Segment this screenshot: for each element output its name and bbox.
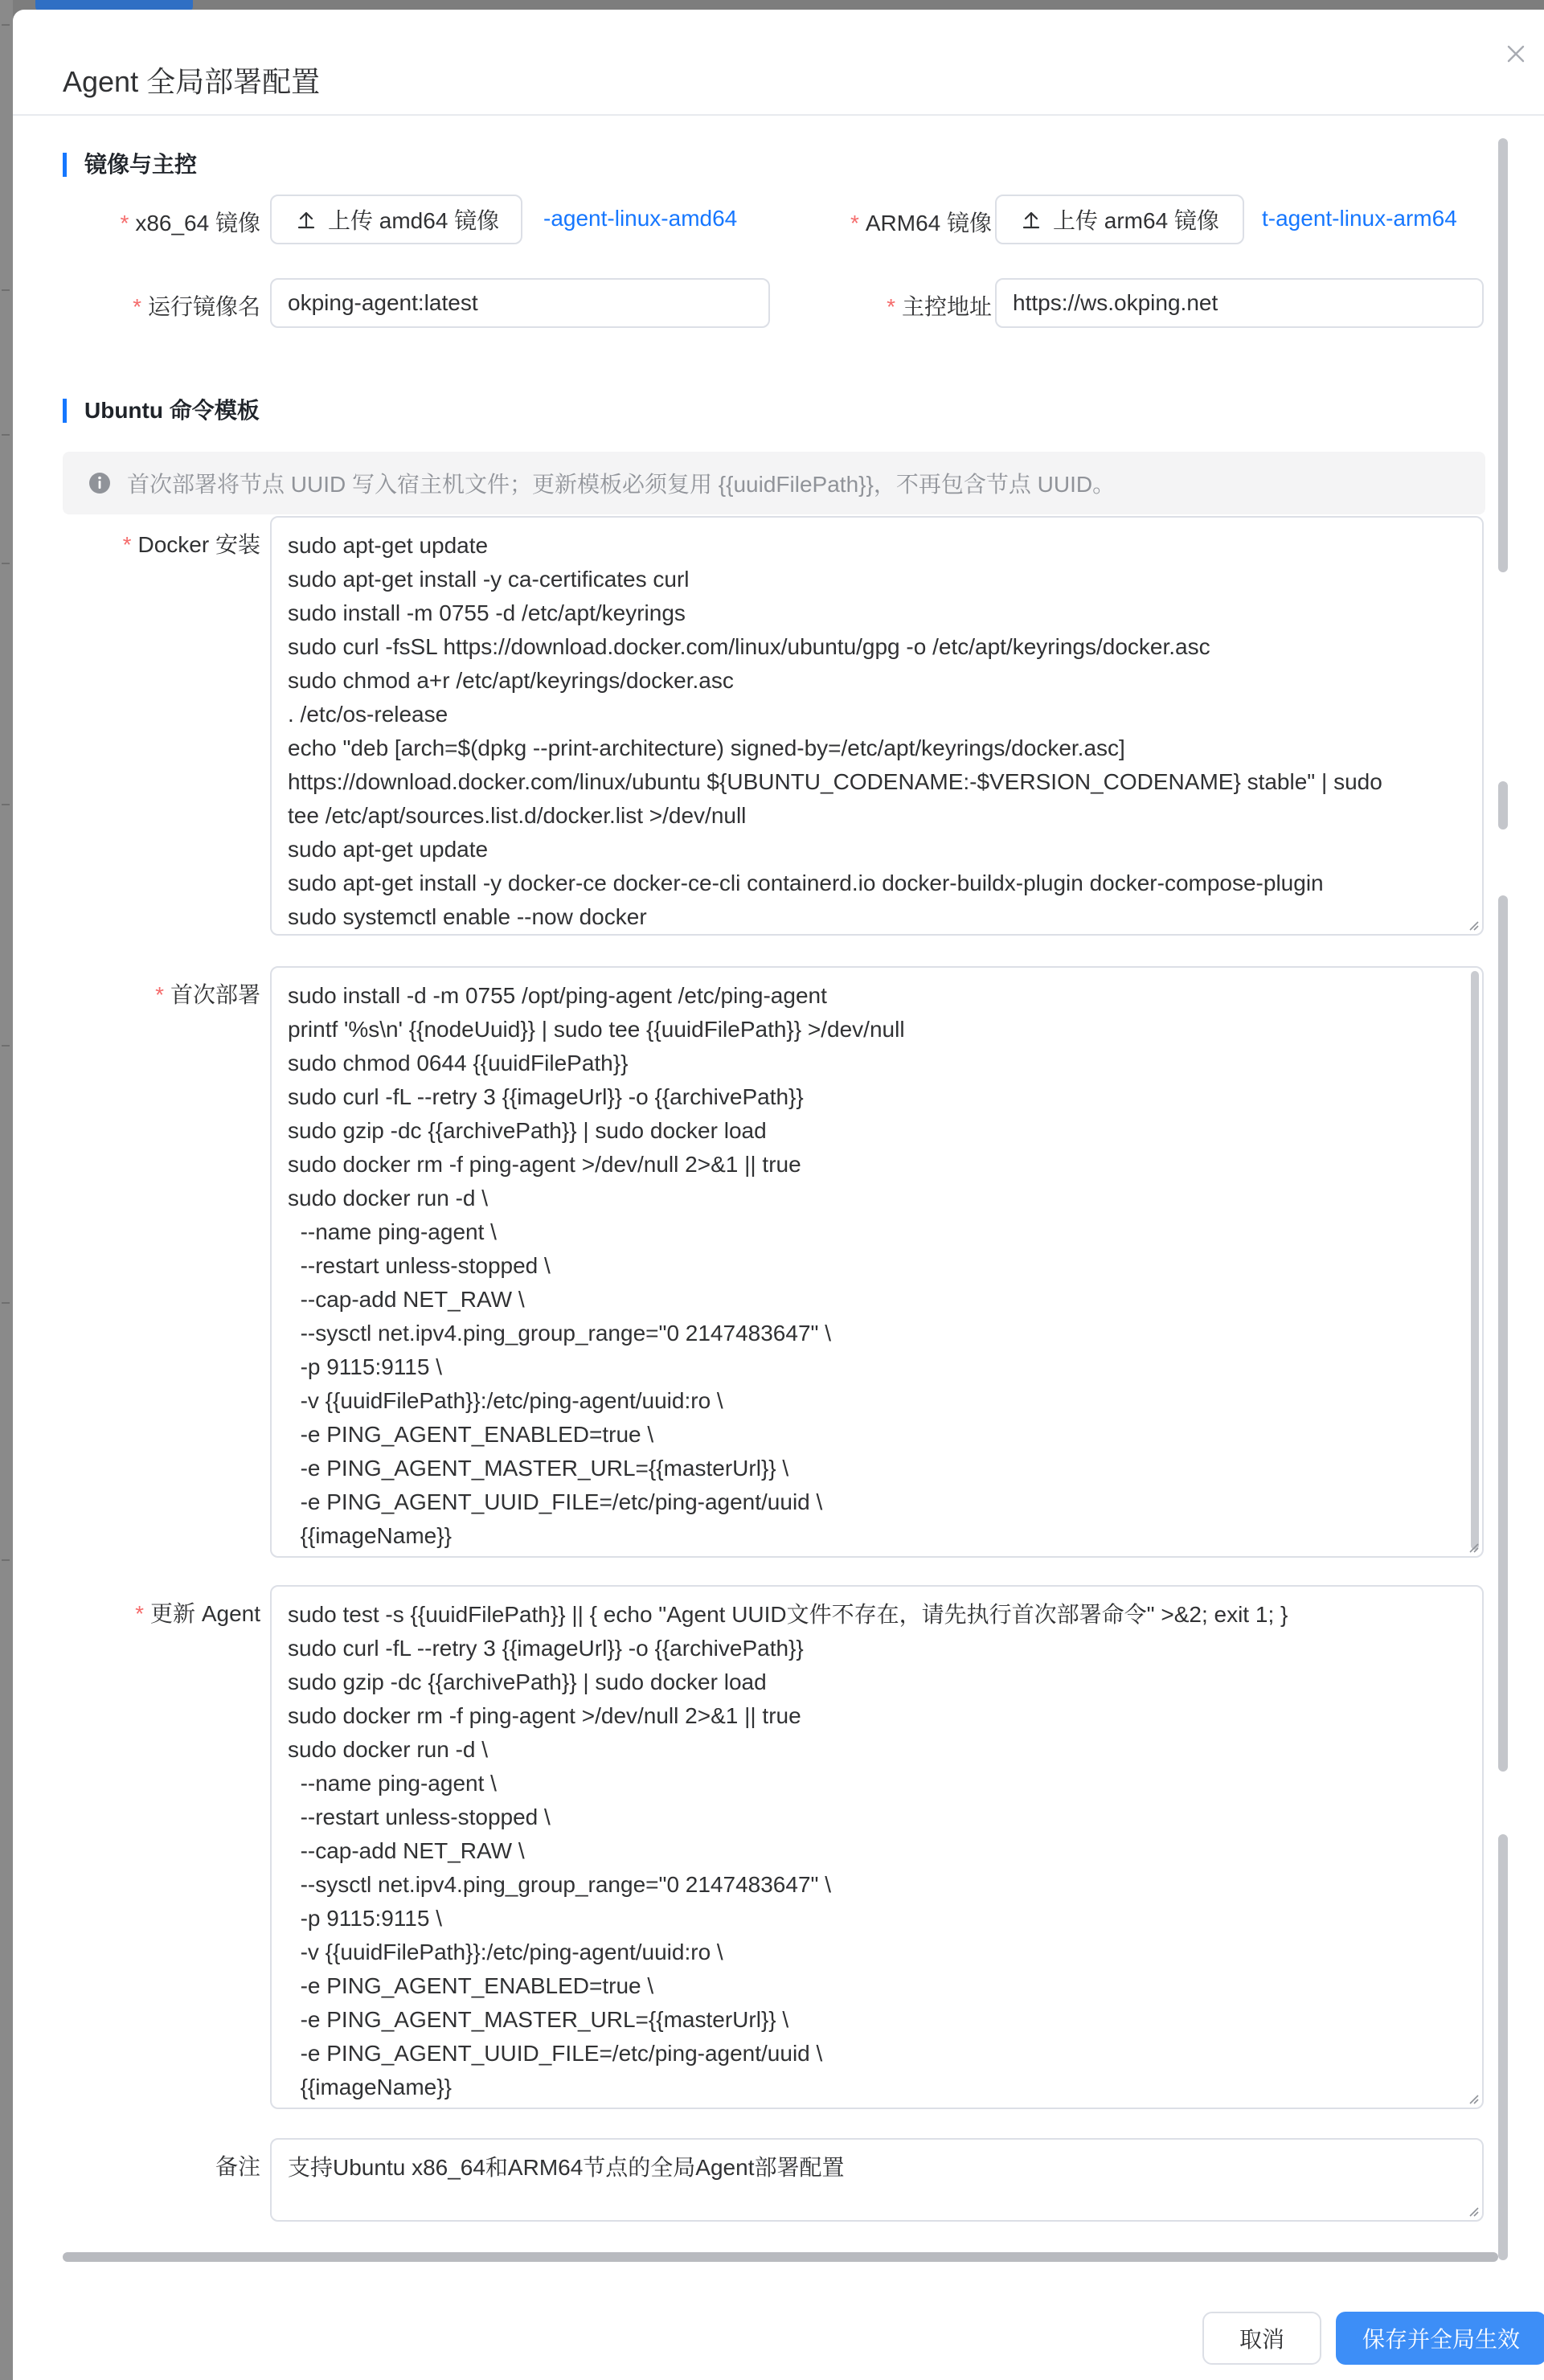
run-image-label: * 运行镜像名 [133,294,260,319]
upload-icon [1022,210,1040,229]
resize-grip-icon [1468,2093,1479,2104]
update-agent-label: * 更新 Agent [135,1601,260,1626]
docker-install-text: sudo apt-get update sudo apt-get install -y ca-certificates curl sudo install -m 0755 -d /etc/apt/keyrings sudo curl -fsSL https://download.docker.com/linux/ubuntu/gpg -o /etc/apt/keyrings/docker.asc sudo chmod a+r /etc/apt/keyrings/docker.asc . /etc/os-release echo "deb [arch=$(dpkg --print-architecture) signed-by=/etc/apt/keyrings/docker.asc] https://download.docker.com/linux/ubuntu ${UBUNTU_CODENAME:-$VERSION_CODENAME} stable" | sudo tee /etc/apt/sources.list.d/docker.list >/dev/null sudo apt-get update sudo apt-get install -y docker-ce docker-ce-cli containerd.io docker-buildx-plugin docker-compose-plugin sudo systemctl enable --now docker [288,533,1382,929]
remark-textarea[interactable] [270,2138,1484,2222]
remark-text: 支持Ubuntu x86_64和ARM64节点的全局Agent部署配置 [288,2155,845,2180]
dialog-scrollbar-thumb[interactable] [1498,138,1508,572]
arm64-image-label: * ARM64 镜像 [850,211,992,236]
dialog-body [13,116,1544,2278]
master-address-input[interactable] [995,278,1484,328]
amd64-file-link[interactable]: -agent-linux-amd64 [543,206,738,231]
upload-amd64-label: 上传 amd64 镜像 [328,208,500,233]
cancel-button[interactable]: 取消 [1202,2312,1321,2365]
required-mark: * [120,211,129,236]
first-deploy-label: * 首次部署 [155,982,260,1007]
arm64-file-link[interactable]: t-agent-linux-arm64 [1262,206,1457,231]
section-title-image: 镜像与主控 [63,153,197,177]
required-mark: * [133,294,141,319]
required-mark: * [135,1601,145,1626]
info-circle-icon [88,472,111,494]
required-mark: * [850,211,859,236]
save-apply-button[interactable]: 保存并全局生效 [1336,2312,1544,2365]
dialog-title: Agent 全局部署配置 [63,65,321,98]
remark-label: 备注 [215,2154,260,2179]
first-deploy-scrollbar[interactable] [1471,971,1479,1550]
master-address-label: * 主控地址 [887,294,992,319]
close-icon[interactable] [1504,42,1528,66]
docker-install-label: * Docker 安装 [122,532,260,557]
deploy-config-dialog [13,10,1544,2380]
upload-arm64-label: 上传 arm64 镜像 [1053,208,1219,233]
upload-arm64-button[interactable] [995,195,1244,244]
upload-amd64-button[interactable] [270,195,522,244]
horizontal-scrollbar[interactable] [63,2252,1498,2262]
resize-grip-icon [1468,920,1479,931]
first-deploy-text: sudo install -d -m 0755 /opt/ping-agent /etc/ping-agent printf '%s\n' {{nodeUuid}} | sudo tee {{uuidFilePath}} >/dev/null sudo chmod 0644 {{uuidFilePath}} sudo curl -fL --retry 3 {{imageUrl}} -o {{archivePath}} sudo gzip -dc {{archivePath}} | sudo docker load sudo docker rm -f ping-agent >/dev/null 2>&1 || true sudo docker run -d \ --name ping-agent \ --restart unless-stopped \ --cap-add NET_RAW \ --sysctl net.ipv4.ping_group_range="0 2147483647" \ -p 9115:9115 \ -v {{uuidFilePath}}:/etc/ping-agent/uuid:ro \ -e PING_AGENT_ENABLED=true \ -e PING_AGENT_MASTER_URL={{masterUrl}} \ -e PING_AGENT_UUID_FILE=/etc/ping-agent/uuid \ {{imageName}} [288,983,905,1548]
info-alert [63,452,1485,514]
info-alert-text: 首次部署将节点 UUID 写入宿主机文件；更新模板必须复用 {{uuidFilePath}}，不再包含节点 UUID。 [127,472,1116,497]
section-title-ubuntu: Ubuntu 命令模板 [63,399,260,423]
update-agent-textarea[interactable] [270,1585,1484,2109]
dialog-header [13,10,1544,116]
update-agent-text: sudo test -s {{uuidFilePath}} || { echo "Agent UUID文件不存在，请先执行首次部署命令" >&2; exit 1; } sudo curl -fL --retry 3 {{imageUrl}} -o {{archivePath}} sudo gzip -dc {{archivePath}} | sudo docker load sudo docker rm -f ping-agent >/dev/null 2>&1 || true sudo docker run -d \ --name ping-agent \ --restart unless-stopped \ --cap-add NET_RAW \ --sysctl net.ipv4.ping_group_range="0 2147483647" \ -p 9115:9115 \ -v {{uuidFilePath}}:/etc/ping-agent/uuid:ro \ -e PING_AGENT_ENABLED=true \ -e PING_AGENT_MASTER_URL={{masterUrl}} \ -e PING_AGENT_UUID_FILE=/etc/ping-agent/uuid \ {{imageName}} [288,1602,1288,2099]
required-mark: * [122,532,132,557]
x86-image-label: * x86_64 镜像 [120,211,260,236]
dialog-scrollbar-thumb-3[interactable] [1498,895,1508,1772]
dialog-scrollbar-thumb-4[interactable] [1498,1834,1508,2260]
first-deploy-textarea[interactable] [270,966,1484,1558]
required-mark: * [155,982,164,1007]
backdrop-page [0,0,13,2380]
dialog-scrollbar-thumb-2[interactable] [1498,781,1508,830]
resize-grip-icon [1468,2206,1479,2217]
upload-icon [297,210,315,229]
required-mark: * [887,294,895,319]
resize-grip-icon [1468,1542,1479,1553]
docker-install-textarea[interactable] [270,516,1484,936]
run-image-input[interactable] [270,278,770,328]
